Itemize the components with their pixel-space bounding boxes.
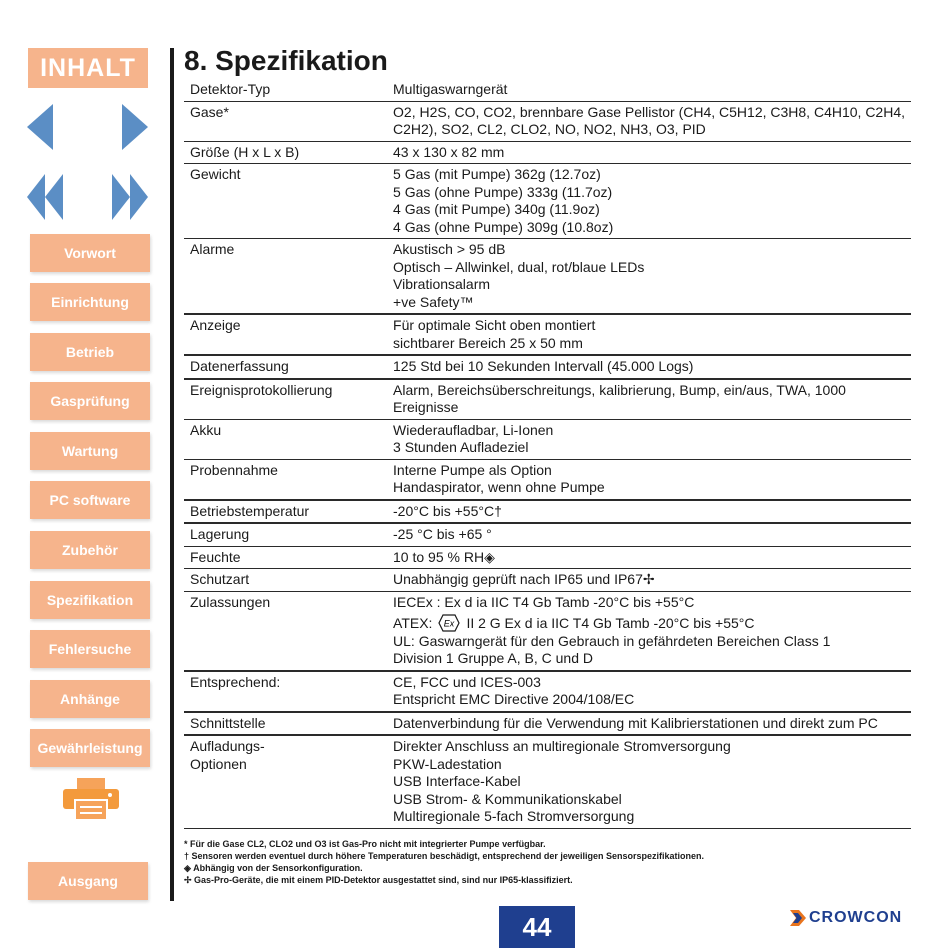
spec-value: Für optimale Sicht oben montiert sichtbarer Bereich 25 x 50 mm (393, 317, 596, 351)
spec-value: -20°C bis +55°C† (393, 502, 502, 519)
spec-key: Anzeige (190, 317, 241, 333)
spec-value: Unabhängig geprüft nach IP65 und IP67✢ (393, 571, 655, 587)
nav-anhaenge[interactable]: Anhänge (30, 680, 150, 718)
nav-pc-software[interactable]: PC software (30, 481, 150, 519)
spec-key: Ereignisprotokollierung (190, 381, 333, 398)
svg-text:Ex: Ex (444, 618, 455, 629)
page-number: 44 (499, 906, 575, 948)
spec-row-groesse (184, 141, 911, 164)
spec-key: Schutzart (190, 571, 250, 587)
first-page-arrow-icon[interactable] (27, 174, 63, 220)
spec-row-betriebstemperatur (184, 500, 911, 524)
spec-row-detektor-typ (184, 79, 911, 101)
spec-row-entsprechend (184, 671, 911, 712)
spec-key: Gase* (190, 103, 229, 120)
crowcon-logo-mark-icon (790, 910, 806, 926)
spec-value: Multigaswarngerät (393, 81, 508, 97)
spec-row-schnittstelle (184, 712, 911, 736)
spec-row-datenerfassung (184, 355, 911, 379)
spec-row-lagerung (184, 523, 911, 546)
spec-value: O2, H2S, CO, CO2, brennbare Gase Pellistor (CH4, C5H12, C3H8, C4H10, C2H4, C2H2), SO2, CL2, CLO2, NO, NO2, NH3, O3, PID (393, 103, 905, 137)
spec-key: Gewicht (190, 166, 241, 182)
spec-key: Alarme (190, 241, 235, 257)
spec-key: Zulassungen (190, 593, 271, 610)
nav-vorwort[interactable]: Vorwort (30, 234, 150, 272)
spec-row-feuchte (184, 546, 911, 569)
last-page-arrow-icon[interactable] (112, 174, 148, 220)
spec-value: Interne Pumpe als Option Handaspirator, wenn ohne Pumpe (393, 461, 605, 495)
spec-key: Aufladungs- Optionen (190, 738, 265, 772)
printer-icon[interactable] (63, 778, 119, 820)
spec-key: Betriebstemperatur (190, 502, 310, 519)
nav-zubehoer[interactable]: Zubehör (30, 531, 150, 569)
spec-value: Akustisch > 95 dB Optisch – Allwinkel, dual, rot/blaue LEDs Vibrationsalarm +ve Safety™ (393, 241, 645, 310)
footnote: * Für die Gase CL2, CLO2 und O3 ist Gas-Pro nicht mit integrierter Pumpe verfügbar. (184, 839, 546, 849)
nav-gewaehrleistung[interactable]: Gewährleistung (30, 729, 150, 767)
nav-betrieb[interactable]: Betrieb (30, 333, 150, 371)
spec-row-gase (184, 101, 911, 141)
exit-button[interactable]: Ausgang (28, 862, 148, 900)
spec-key: Feuchte (190, 548, 241, 565)
nav-spezifikation[interactable]: Spezifikation (30, 581, 150, 619)
spec-row-alarme (184, 239, 911, 315)
spec-value: Datenverbindung für die Verwendung mit Kalibrierstationen und direkt zum PC (393, 714, 878, 731)
previous-page-arrow-icon[interactable] (27, 104, 53, 150)
spec-value: 5 Gas (mit Pumpe) 362g (12.7oz) 5 Gas (ohne Pumpe) 333g (11.7oz) 4 Gas (mit Pumpe) 340g (11.9oz) 4 Gas (ohne Pumpe) 309g (10.8oz) (393, 166, 614, 235)
spec-key: Schnittstelle (190, 714, 266, 731)
ex-hexagon-icon (438, 614, 460, 632)
spec-row-anzeige (184, 314, 911, 355)
spec-value: IECEx : Ex d ia IIC T4 Gb Tamb -20°C bis +55°C ATEX: Ex II 2 G Ex d ia IIC T4 Gb Tamb -20°C bis +55°C UL: Gaswarngerät für den Gebrauch in gefährdeten Bereichen Class 1 Division 1 Gruppe A, B, C und D (393, 593, 831, 666)
nav-gaspruefung[interactable]: Gasprüfung (30, 382, 150, 420)
spec-row-probennahme (184, 459, 911, 500)
spec-key: Akku (190, 421, 222, 438)
footnote: † Sensoren werden eventuel durch höhere Temperaturen beschädigt, entsprechend der jeweiligen Sensorspezifikationen. (184, 851, 704, 861)
spec-value: Direkter Anschluss an multiregionale Stromversorgung PKW-Ladestation USB Interface-Kabel USB Strom- & Kommunikationskabel Multiregionale 5-fach Stromversorgung (393, 738, 731, 824)
spec-key: Detektor-Typ (190, 81, 271, 97)
contents-button[interactable]: INHALT (28, 48, 148, 88)
spec-value: 10 to 95 % RH◈ (393, 548, 495, 565)
next-page-arrow-icon[interactable] (122, 104, 148, 150)
footnote: ✢ Gas-Pro-Geräte, die mit einem PID-Detektor ausgestattet sind, sind nur IP65-klassifiziert. (184, 875, 573, 885)
nav-fehlersuche[interactable]: Fehlersuche (30, 630, 150, 668)
spec-value: -25 °C bis +65 ° (393, 526, 492, 542)
spec-value: 43 x 130 x 82 mm (393, 143, 505, 160)
footnotes (184, 838, 704, 886)
spec-row-schutzart (184, 569, 911, 592)
spec-row-zulassungen (184, 591, 911, 671)
spec-key: Größe (H x L x B) (190, 143, 300, 160)
specification-table (184, 79, 911, 829)
spec-key: Lagerung (190, 526, 250, 542)
nav-einrichtung[interactable]: Einrichtung (30, 283, 150, 321)
footnote: ◈ Abhängig von der Sensorkonfiguration. (184, 863, 363, 873)
vertical-divider (170, 48, 174, 901)
spec-key: Probennahme (190, 461, 278, 478)
spec-key: Entsprechend: (190, 673, 281, 690)
page-title: 8. Spezifikation (184, 45, 388, 76)
spec-value: Alarm, Bereichsüberschreitungs, kalibrierung, Bump, ein/aus, TWA, 1000 Ereignisse (393, 381, 846, 415)
spec-row-akku (184, 419, 911, 459)
nav-wartung[interactable]: Wartung (30, 432, 150, 470)
brand-name: CROWCON (809, 909, 903, 926)
spec-value: Wiederaufladbar, Li-Ionen 3 Stunden Aufladeziel (393, 421, 554, 455)
spec-value: CE, FCC und ICES-003 Entspricht EMC Directive 2004/108/EC (393, 673, 635, 707)
spec-row-ereignisprotokollierung (184, 379, 911, 420)
spec-row-gewicht (184, 164, 911, 239)
spec-value: 125 Std bei 10 Sekunden Intervall (45.000 Logs) (393, 358, 694, 374)
crowcon-logo (790, 908, 902, 928)
spec-key: Datenerfassung (190, 358, 289, 374)
spec-row-aufladungs-optionen (184, 735, 911, 828)
